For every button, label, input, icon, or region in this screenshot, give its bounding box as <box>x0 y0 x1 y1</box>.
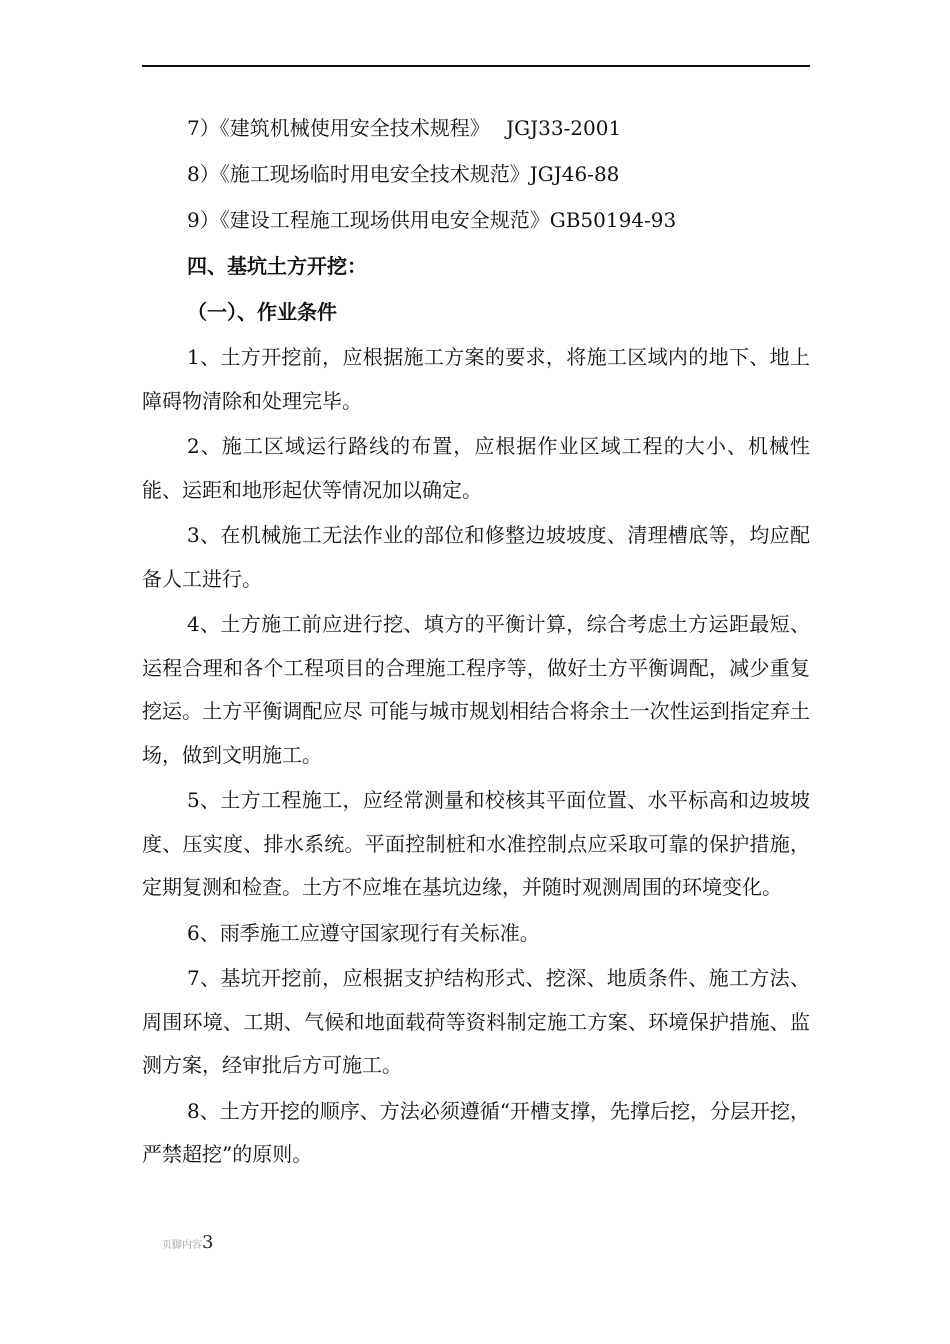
paragraph: 4、土方施工前应进行挖、填方的平衡计算，综合考虑土方运距最短、运程合理和各个工程项目的合理施工程序等，做好土方平衡调配，减少重复挖运。土方平衡调配应尽 可能与城市规划相结合将余土一次性运到指定弃土场，做到文明施工。 <box>142 612 810 767</box>
subsection-heading: （一）、作业条件 <box>187 300 337 324</box>
paragraph: 1、土方开挖前，应根据施工方案的要求，将施工区域内的地下、地上障碍物清除和处理完毕。 <box>142 345 810 413</box>
paragraph: 5、土方工程施工，应经常测量和校核其平面位置、水平标高和边坡坡度、压实度、排水系统。平面控制桩和水准控制点应采取可靠的保护措施，定期复测和检查。土方不应堆在基坑边缘，并随时观测周围的环境变化。 <box>142 788 810 899</box>
section-heading: 四、基坑土方开挖： <box>187 254 367 278</box>
paragraph: 7、基坑开挖前，应根据支护结构形式、挖深、地质条件、施工方法、周围环境、工期、气候和地面载荷等资料制定施工方案、环境保护措施、监测方案，经审批后方可施工。 <box>142 966 810 1077</box>
paragraph: 8、土方开挖的顺序、方法必须遵循“开槽支撑，先撑后挖，分层开挖，严禁超挖”的原则。 <box>142 1098 810 1166</box>
paragraph: 6、雨季施工应遵守国家现行有关标准。 <box>187 920 540 945</box>
document-body <box>142 106 810 1179</box>
page-footer <box>162 1232 213 1253</box>
footer-label: 页脚内容 <box>162 1240 202 1251</box>
reference-item: 8）《施工现场临时用电安全技术规范》JGJ46-88 <box>187 162 620 186</box>
reference-item: 9）《建设工程施工现场供用电安全规范》GB50194-93 <box>187 208 677 232</box>
page-number: 3 <box>202 1232 214 1253</box>
header-rule <box>142 65 810 67</box>
reference-item: 7）《建筑机械使用安全技术规程》 JGJ33-2001 <box>187 116 622 140</box>
paragraph: 2、施工区域运行路线的布置，应根据作业区域工程的大小、机械性能、运距和地形起伏等情况加以确定。 <box>142 434 810 502</box>
paragraph: 3、在机械施工无法作业的部位和修整边坡坡度、清理槽底等，均应配备人工进行。 <box>142 523 810 591</box>
